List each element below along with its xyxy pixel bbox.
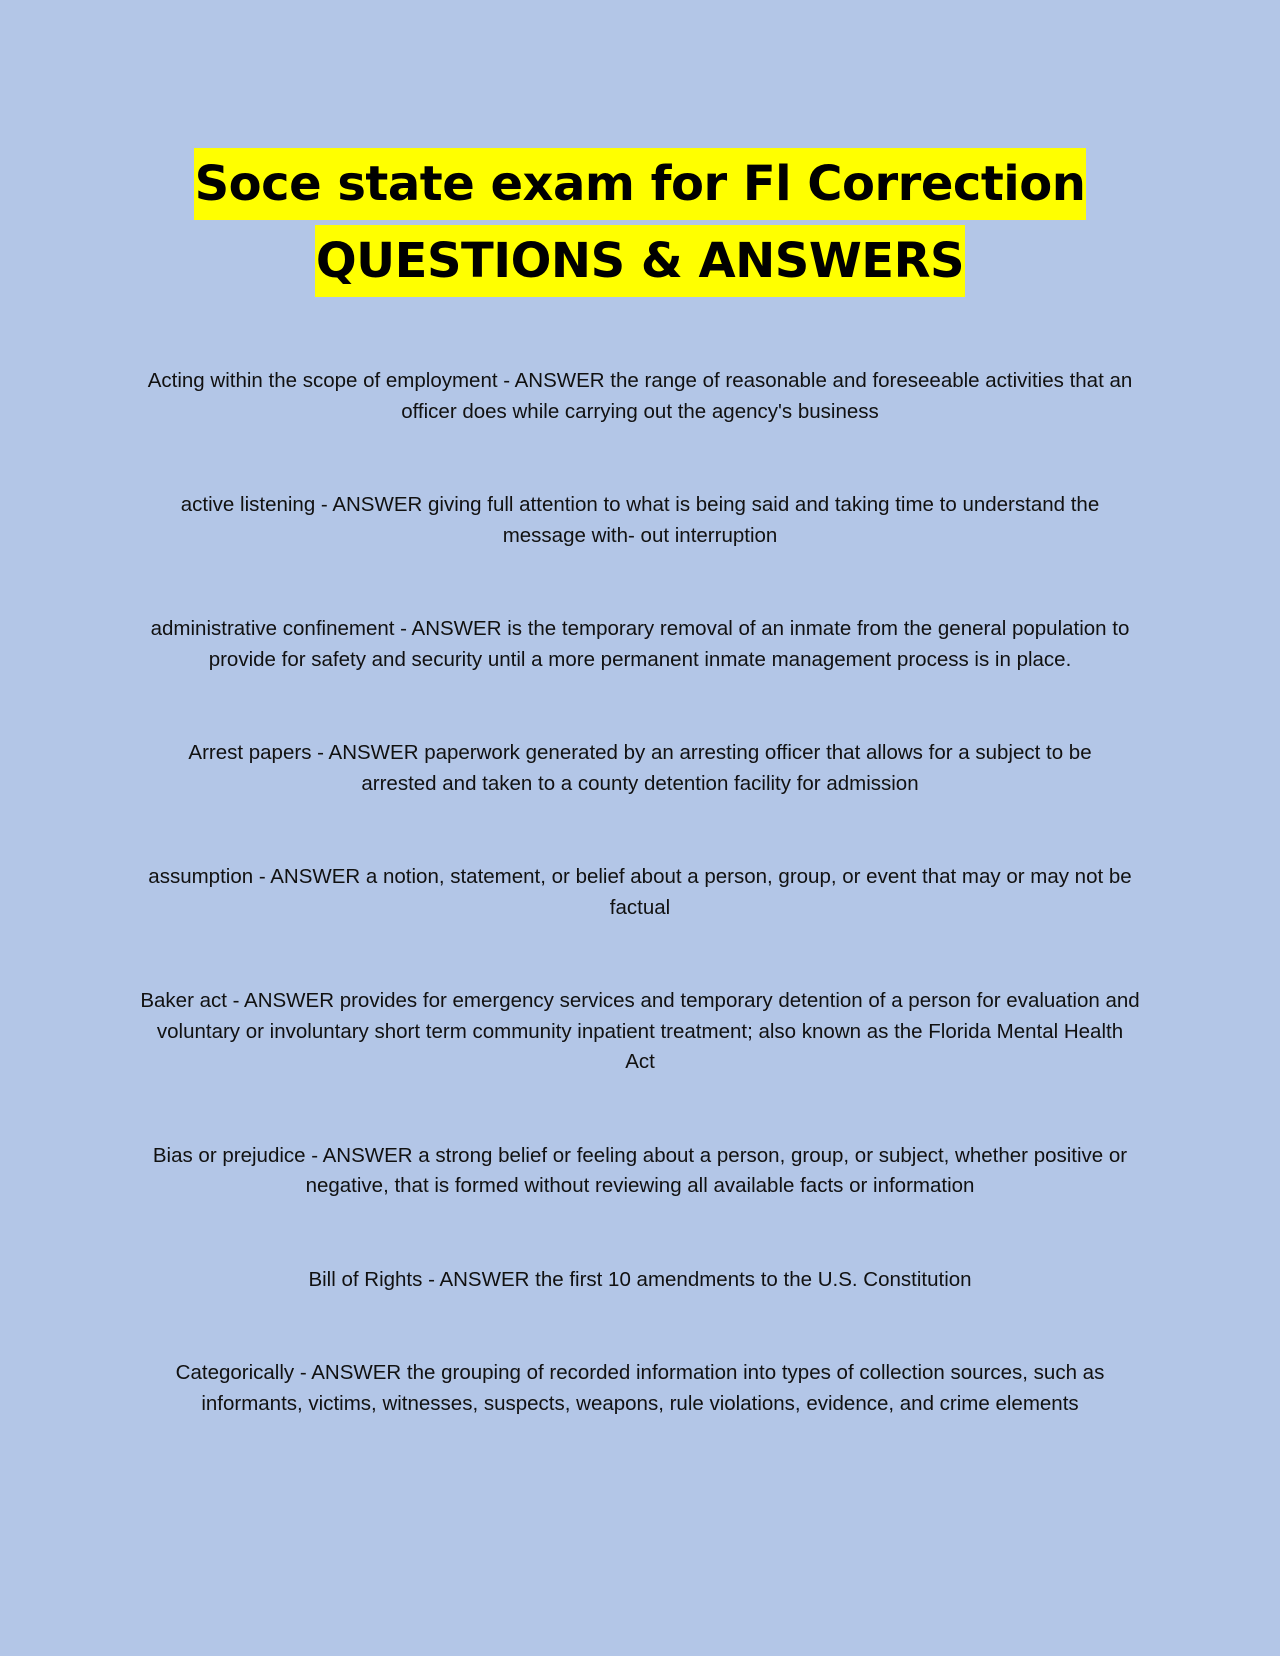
- qa-entry: administrative confinement - ANSWER is the temporary removal of an inmate from the general population to provide for safety and security until a more permanent inmate management process is in place.: [150, 617, 1130, 671]
- document-title: [0, 148, 1280, 302]
- title-line-2: QUESTIONS & ANSWERS: [315, 225, 965, 297]
- qa-entry: Categorically - ANSWER the grouping of recorded information into types of collection sources, such as informants, victims, witnesses, suspects, weapons, rule violations, evidence, and crime elements: [175, 1361, 1105, 1415]
- qa-entry: Baker act - ANSWER provides for emergency services and temporary detention of a person for evaluation and voluntary or involuntary short term community inpatient treatment; also known as the Florida Mental Health Act: [140, 989, 1140, 1073]
- qa-entry: Bias or prejudice - ANSWER a strong belief or feeling about a person, group, or subject, whether positive or negative, that is formed without reviewing all available facts or information: [152, 1143, 1128, 1197]
- title-row-1: [0, 148, 1280, 225]
- qa-entry: assumption - ANSWER a notion, statement, or belief about a person, group, or event that may or may not be factual: [148, 865, 1132, 919]
- qa-entry: Bill of Rights - ANSWER the first 10 amendments to the U.S. Constitution: [308, 1267, 972, 1291]
- title-row-2: [0, 225, 1280, 302]
- qa-entry: Arrest papers - ANSWER paperwork generated by an arresting officer that allows for a subject to be arrested and taken to a county detention facility for admission: [188, 741, 1092, 795]
- qa-entry: Acting within the scope of employment - ANSWER the range of reasonable and foreseeable activities that an officer does while carrying out the agency's business: [147, 369, 1133, 423]
- qa-entry: active listening - ANSWER giving full attention to what is being said and taking time to understand the message with- out interruption: [180, 493, 1100, 547]
- title-line-1: Soce state exam for Fl Correction: [194, 148, 1087, 220]
- qa-list: [140, 366, 1140, 1482]
